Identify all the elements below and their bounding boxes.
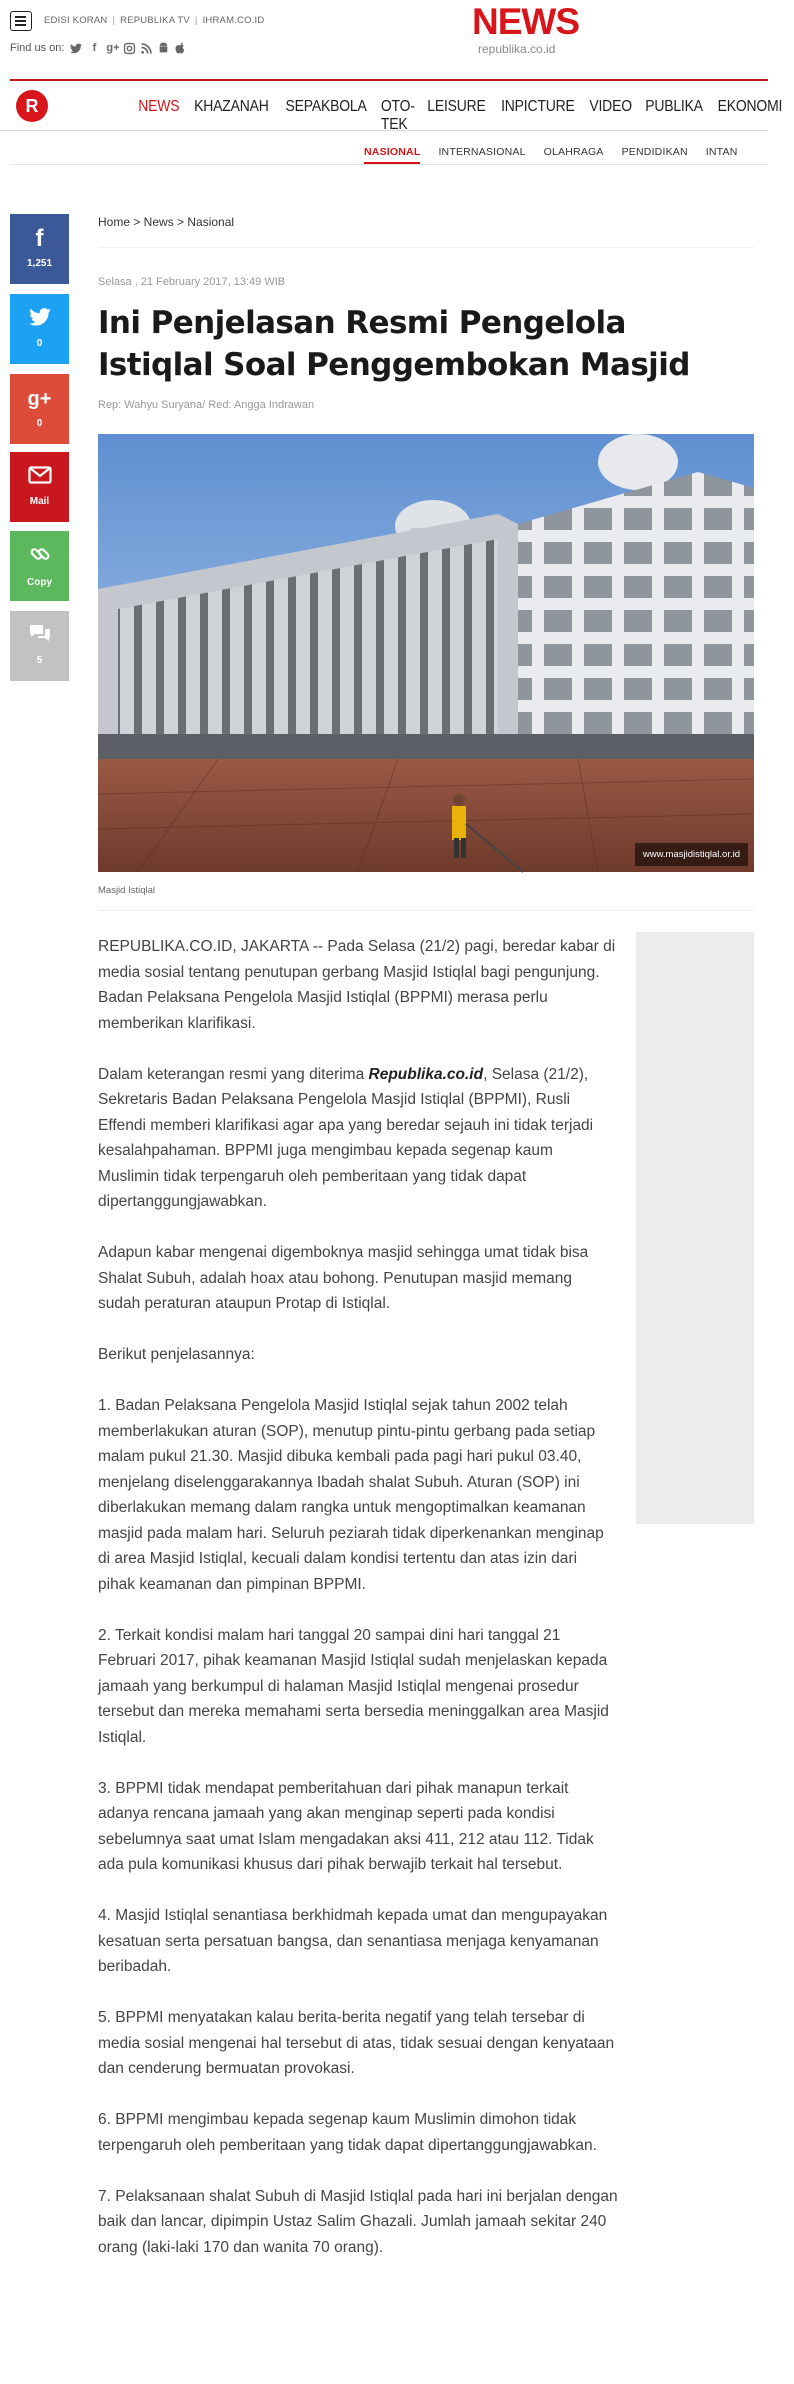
paragraph-text: Dalam keterangan resmi yang diterima [98, 1065, 369, 1083]
comments-button[interactable] [10, 611, 69, 681]
nav-item-ekonomi[interactable]: EKONOMI [717, 98, 783, 115]
subnav-item-nasional[interactable]: NASIONAL [364, 146, 420, 164]
comments-count: 5 [36, 655, 43, 666]
link-icon [10, 543, 69, 571]
link-republika-tv[interactable]: REPUBLIKA TV [120, 15, 190, 26]
paragraph [98, 1062, 618, 1215]
paragraph: 5. BPPMI menyatakan kalau berita-berita negatif yang telah tersebar di media sosial mengenai hal tersebut di atas, tidak sesuai dengan kenyataan dan cenderung bermuatan provokasi. [98, 2009, 615, 2077]
link-edisi-koran[interactable]: EDISI KORAN [44, 15, 108, 26]
paragraph: 4. Masjid Istiqlal senantiasa berkhidmah kepada umat dan mengupayakan kesatuan serta persatuan bangsa, dan senantiasa menjaga kenyamanan beribadah. [98, 1907, 608, 1975]
find-us [10, 42, 186, 54]
facebook-share-count: 1,251 [26, 258, 53, 269]
instagram-icon[interactable] [124, 43, 135, 54]
nav-item-sepakbola[interactable]: SEPAKBOLA [285, 98, 367, 115]
subnav-item-pendidikan[interactable]: PENDIDIKAN [621, 146, 688, 158]
nav-item-khazanah[interactable]: KHAZANAH [193, 98, 269, 115]
facebook-icon: f [35, 225, 44, 252]
share-mail-button[interactable] [10, 452, 69, 522]
twitter-share-count: 0 [36, 338, 43, 349]
link-ihram[interactable]: IHRAM.CO.ID [202, 15, 265, 26]
share-twitter-button[interactable] [10, 294, 69, 364]
rss-icon[interactable] [141, 43, 152, 54]
subnav-item-olahraga[interactable]: OLAHRAGA [543, 146, 604, 158]
googleplus-icon: g+ [27, 388, 52, 410]
source-name: Republika.co.id [368, 1065, 484, 1083]
paragraph: Berikut penjelasannya: [98, 1346, 255, 1363]
nav-item-publika[interactable]: PUBLIKA [645, 98, 704, 115]
breadcrumb[interactable]: Home > News > Nasional [98, 215, 235, 229]
top-links [44, 15, 264, 26]
separator: | [112, 15, 116, 26]
comments-icon [10, 623, 69, 649]
article-body [98, 934, 618, 2286]
caption-divider [98, 910, 754, 911]
subnav-item-intan[interactable]: INTAN [705, 146, 738, 158]
separator: | [194, 15, 198, 26]
hamburger-menu-icon[interactable] [10, 11, 32, 31]
mail-icon [10, 464, 69, 490]
nav-item-inpicture[interactable]: INPICTURE [501, 98, 575, 115]
find-us-label: Find us on: [10, 42, 65, 54]
article-title: Ini Penjelasan Resmi Pengelola Istiqlal Soal Penggembokan Masjid [98, 305, 690, 383]
share-facebook-button[interactable] [10, 214, 69, 284]
paragraph: 1. Badan Pelaksana Pengelola Masjid Istiqlal sejak tahun 2002 telah memberlakukan aturan (SOP), menutup pintu-pintu gerbang pada setiap malam pukul 21.30. Masjid dibuka kembali pada pagi hari pukul 03.40, menjelang diselenggarakannya Ibadah shalat Subuh. Aturan (SOP) ini diberlakukan memang dalam rangka untuk mengoptimalkan keamanan masjid pada malam hari. Seluruh peziarah tidak diperkenankan menginap di area Masjid Istiqlal, kecuali dalam kondisi tertentu dan atas izin dari pihak keamanan dan pimpinan BPPMI. [98, 1397, 604, 1593]
sub-nav [0, 132, 768, 164]
sub-nav-items [364, 146, 756, 164]
paragraph: 3. BPPMI tidak mendapat pemberitahuan dari pihak manapun terkait adanya rencana jamaah yang akan menginap seperti pada kondisi sebelumnya saat umat Islam mengadakan aksi 411, 212 atau 112. Tidak ada pula komunikasi khusus dari pihak berwajib terkait hal tersebut. [98, 1779, 594, 1873]
sidebar-ad-placeholder [636, 932, 754, 1524]
android-icon[interactable] [158, 42, 169, 54]
copy-link-button[interactable] [10, 531, 69, 601]
article-byline: Rep: Wahyu Suryana/ Red: Angga Indrawan [98, 399, 315, 411]
facebook-icon[interactable]: f [92, 42, 97, 54]
subnav-item-internasional[interactable]: INTERNASIONAL [438, 146, 526, 158]
photo-caption: Masjid Istiqlal [98, 885, 156, 896]
paragraph: REPUBLIKA.CO.ID, JAKARTA -- Pada Selasa (21/2) pagi, beredar kabar di media sosial tentang penutupan gerbang Masjid Istiqlal bagi pengunjung. Badan Pelaksana Pengelola Masjid Istiqlal (BPPMI) merasa perlu memberikan klarifikasi. [98, 938, 616, 1032]
googleplus-icon[interactable]: g+ [106, 42, 120, 54]
subnav-divider [10, 164, 768, 165]
paragraph: 6. BPPMI mengimbau kepada segenap kaum Muslimin dimohon tidak terpengaruh oleh pemberitaan yang tidak dapat dipertanggungjawabkan. [98, 2111, 597, 2154]
article-date: Selasa , 21 February 2017, 13:49 WIB [98, 276, 286, 288]
main-nav [0, 81, 783, 133]
top-bar [0, 0, 768, 76]
paragraph: 7. Pelaksanaan shalat Subuh di Masjid Istiqlal pada hari ini berjalan dengan baik dan lancar, dipimpin Ustaz Salim Ghazali. Jumlah jamaah sekitar 240 orang (laki-laki 170 dan wanita 70 orang). [98, 2187, 618, 2256]
share-googleplus-button[interactable] [10, 374, 69, 444]
nav-item-oto-tek[interactable]: OTO-TEK [380, 98, 415, 133]
photo-watermark: www.masjidistiqlal.or.id [635, 843, 748, 866]
article-photo [98, 434, 754, 872]
site-url[interactable]: republika.co.id [478, 42, 556, 56]
mosque-photo-illustration [98, 434, 754, 872]
breadcrumb-divider [98, 247, 754, 248]
twitter-icon[interactable] [70, 43, 82, 54]
nav-item-news[interactable]: NEWS [138, 98, 180, 115]
republika-r-logo[interactable]: R [16, 90, 48, 122]
nav-item-video[interactable]: VIDEO [589, 98, 632, 115]
apple-icon[interactable] [175, 42, 186, 54]
site-logo[interactable]: NEWS [472, 1, 579, 42]
copy-label: Copy [27, 577, 52, 588]
paragraph: 2. Terkait kondisi malam hari tanggal 20 sampai dini hari tanggal 21 Februari 2017, pihak keamanan Masjid Istiqlal sudah menjelaskan kepada jamaah yang berkumpul di halaman Masjid Istiqlal mengenai prosedur tersebut dan mereka memahami serta bersedia meninggalkan area Masjid Istiqlal. [98, 1626, 609, 1746]
nav-items [136, 98, 794, 134]
paragraph-text: , Selasa (21/2), Sekretaris Badan Pelaksana Pengelola Masjid Istiqlal (BPPMI), Rusli Effendi memberi klarifikasi agar apa yang beredar sejauh ini tidak terjadi kesalahpahaman. BPPMI juga mengimbau kepada segenap kaum Muslimin tidak terpengaruh oleh pemberitaan yang tidak dapat dipertanggungjawabkan. [98, 1065, 594, 1210]
googleplus-share-count: 0 [36, 418, 43, 429]
nav-item-leisure[interactable]: LEISURE [427, 98, 486, 115]
mail-label: Mail [29, 496, 50, 507]
paragraph: Adapun kabar mengenai digemboknya masjid sehingga umat tidak bisa Shalat Subuh, adalah hoax atau bohong. Penutupan masjid memang sudah peraturan ataupun Protap di Istiqlal. [98, 1244, 589, 1312]
twitter-icon [10, 306, 69, 332]
